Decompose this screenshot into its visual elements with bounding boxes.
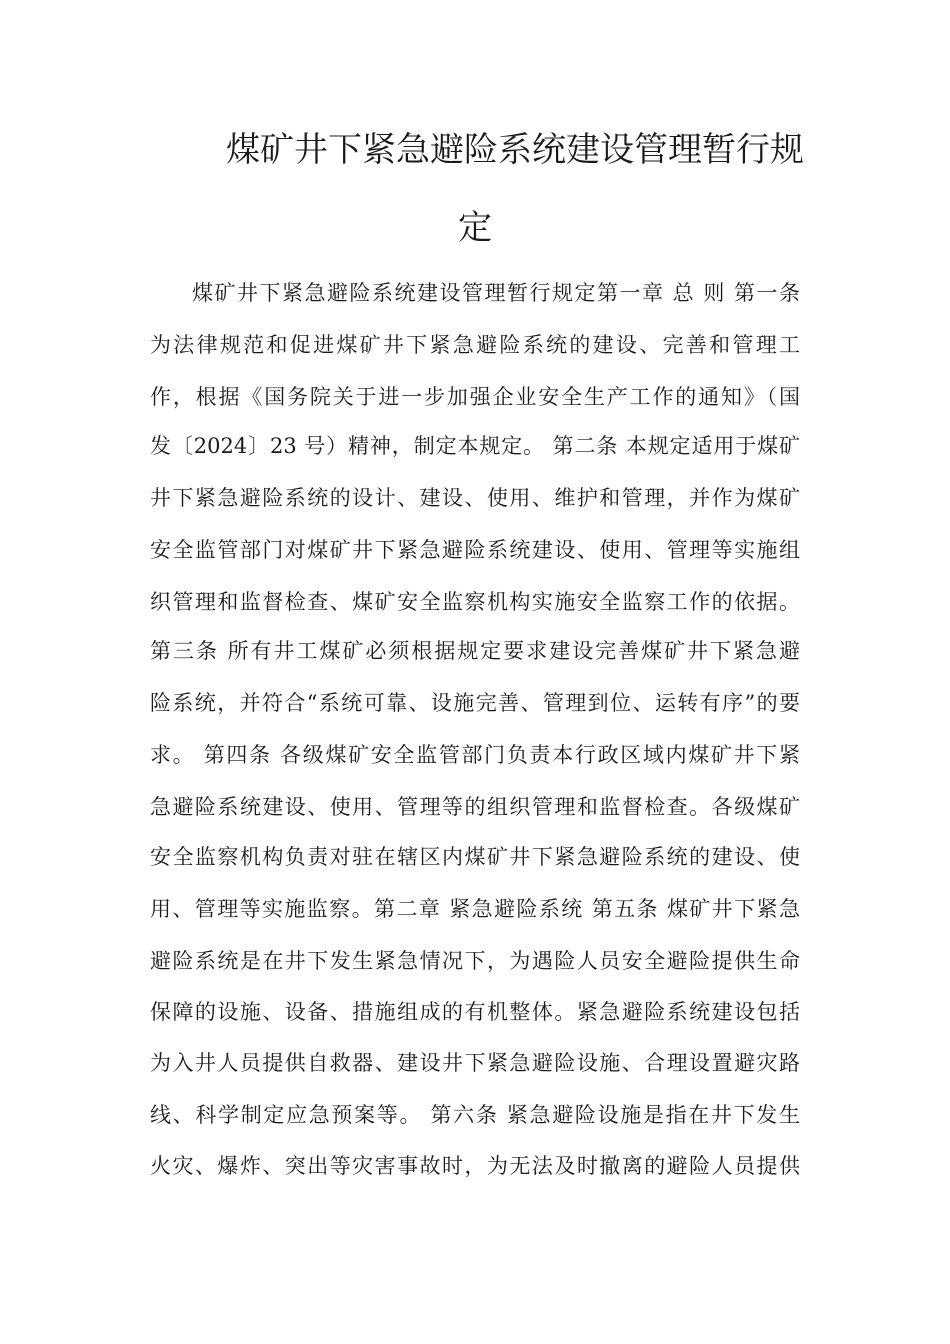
body-line: 煤矿井下紧急避险系统建设管理暂行规定第一章 总 则 第一条	[192, 281, 800, 305]
body-line: 保障的设施、设备、措施组成的有机整体。紧急避险系统建设包括	[150, 1000, 800, 1024]
body-line: 为法律规范和促进煤矿井下紧急避险系统的建设、完善和管理工	[150, 333, 800, 357]
body-line: 安全监察机构负责对驻在辖区内煤矿井下紧急避险系统的建设、使	[150, 845, 800, 869]
body-line: 避险系统是在井下发生紧急情况下，为遇险人员安全避险提供生命	[150, 949, 800, 973]
document-title-line-1: 煤矿井下紧急避险系统建设管理暂行规	[226, 130, 804, 170]
document-title-line-2: 定	[458, 208, 492, 248]
body-line: 险系统，并符合“系统可靠、设施完善、管理到位、运转有序”的要	[150, 691, 800, 715]
body-line: 作，根据《国务院关于进一步加强企业安全生产工作的通知》（国	[150, 385, 800, 409]
body-line: 安全监管部门对煤矿井下紧急避险系统建设、使用、管理等实施组	[150, 538, 800, 562]
body-line: 急避险系统建设、使用、管理等的组织管理和监督检查。各级煤矿	[150, 795, 800, 819]
body-line: 第三条 所有井工煤矿必须根据规定要求建设完善煤矿井下紧急避	[150, 639, 800, 663]
body-line: 井下紧急避险系统的设计、建设、使用、维护和管理，并作为煤矿	[150, 486, 800, 510]
body-line: 为入井人员提供自救器、建设井下紧急避险设施、合理设置避灾路	[150, 1051, 800, 1075]
body-line: 发〔2024〕23 号）精神，制定本规定。 第二条 本规定适用于煤矿	[150, 434, 800, 458]
body-line: 织管理和监督检查、煤矿安全监察机构实施安全监察工作的依据。	[150, 590, 800, 614]
body-line: 火灾、爆炸、突出等灾害事故时，为无法及时撤离的避险人员提供	[150, 1154, 800, 1178]
body-line: 求。 第四条 各级煤矿安全监管部门负责本行政区域内煤矿井下紧	[150, 743, 800, 767]
body-line: 线、科学制定应急预案等。 第六条 紧急避险设施是指在井下发生	[150, 1103, 800, 1127]
body-line: 用、管理等实施监察。第二章 紧急避险系统 第五条 煤矿井下紧急	[150, 897, 800, 921]
